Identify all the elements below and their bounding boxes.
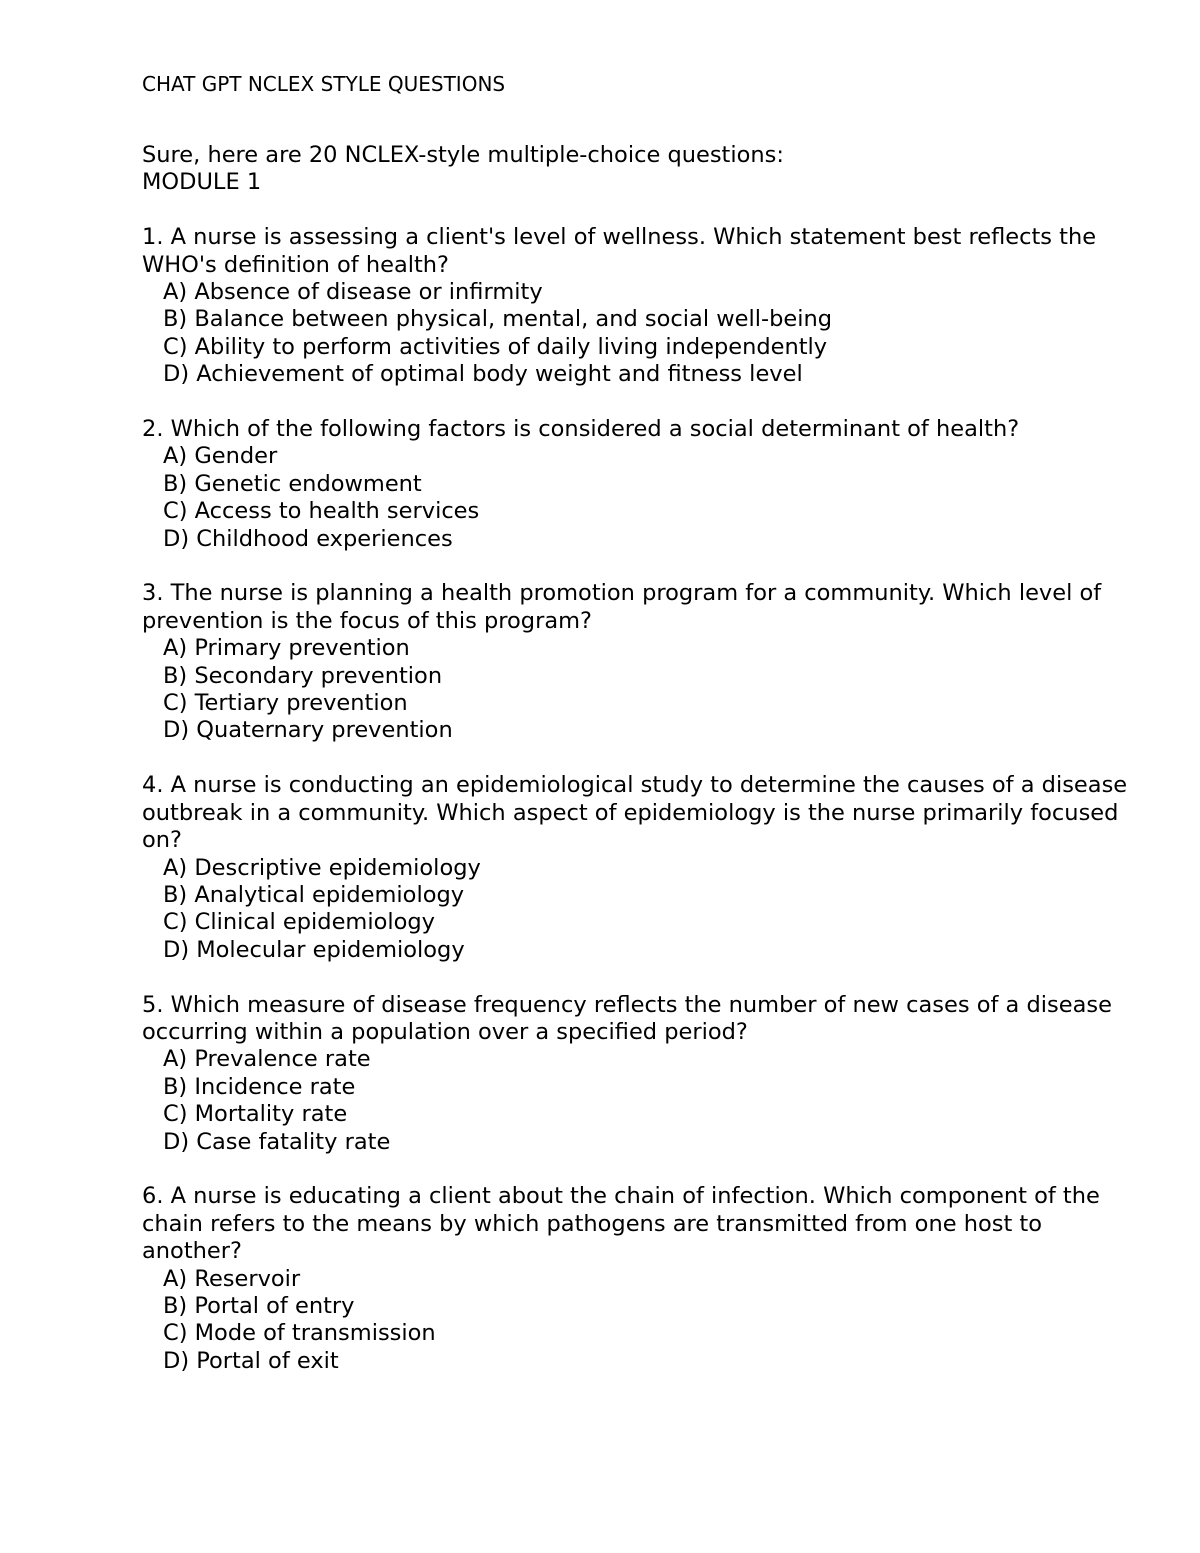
question-stem: 3. The nurse is planning a health promotion program for a community. Which level of prevention is the focus of this program?: [142, 580, 1102, 634]
answer-options: [142, 443, 1142, 553]
answer-option-c: C) Access to health services: [163, 498, 480, 525]
question-2: [142, 416, 1142, 553]
answer-option-c: C) Tertiary prevention: [163, 690, 408, 717]
answer-option-d: D) Portal of exit: [163, 1347, 339, 1374]
answer-option-d: D) Case fatality rate: [163, 1128, 391, 1155]
answer-option-c: C) Clinical epidemiology: [163, 909, 435, 936]
answer-options: [142, 855, 1142, 965]
answer-option-c: C) Mode of transmission: [163, 1320, 436, 1347]
question-4: [142, 772, 1142, 964]
answer-option-b: B) Incidence rate: [163, 1073, 356, 1100]
answer-options: [142, 635, 1142, 745]
answer-option-b: B) Analytical epidemiology: [163, 881, 465, 908]
document-title: CHAT GPT NCLEX STYLE QUESTIONS: [142, 72, 506, 96]
answer-option-a: A) Descriptive epidemiology: [163, 854, 481, 881]
answer-options: [142, 1266, 1142, 1376]
answer-option-d: D) Achievement of optimal body weight and fitness level: [163, 361, 803, 388]
question-stem: 6. A nurse is educating a client about the chain of infection. Which component of the chain refers to the means by which pathogens are transmitted from one host to another?: [142, 1183, 1100, 1265]
question-5: [142, 992, 1142, 1156]
answer-option-a: A) Gender: [163, 443, 278, 470]
answer-option-c: C) Mortality rate: [163, 1101, 348, 1128]
answer-option-d: D) Childhood experiences: [163, 525, 453, 552]
intro-text: Sure, here are 20 NCLEX-style multiple-choice questions:: [142, 142, 784, 168]
answer-option-b: B) Portal of entry: [163, 1292, 355, 1319]
answer-option-a: A) Absence of disease or infirmity: [163, 279, 543, 306]
answer-option-b: B) Secondary prevention: [163, 662, 443, 689]
question-1: [142, 224, 1142, 388]
question-stem: 4. A nurse is conducting an epidemiological study to determine the causes of a disease outbreak in a community. Which aspect of epidemiology is the nurse primarily focused on?: [142, 772, 1128, 854]
question-stem: 5. Which measure of disease frequency reflects the number of new cases of a disease occurring within a population over a specified period?: [142, 991, 1112, 1045]
module-heading: MODULE 1: [142, 169, 262, 196]
question-6: [142, 1183, 1142, 1375]
answer-options: [142, 1046, 1142, 1156]
answer-option-b: B) Balance between physical, mental, and social well-being: [163, 306, 833, 333]
answer-option-a: A) Primary prevention: [163, 635, 410, 662]
question-stem: 1. A nurse is assessing a client's level of wellness. Which statement best reflects the WHO's definition of health?: [142, 224, 1097, 278]
answer-option-a: A) Reservoir: [163, 1265, 301, 1292]
answer-options: [142, 279, 1142, 389]
answer-option-a: A) Prevalence rate: [163, 1046, 371, 1073]
answer-option-d: D) Molecular epidemiology: [163, 936, 465, 963]
answer-option-c: C) Ability to perform activities of daily living independently: [163, 333, 828, 360]
answer-option-d: D) Quaternary prevention: [163, 717, 453, 744]
answer-option-b: B) Genetic endowment: [163, 470, 422, 497]
question-3: [142, 580, 1142, 744]
document-body: [142, 142, 1142, 1375]
question-stem: 2. Which of the following factors is considered a social determinant of health?: [142, 416, 1020, 443]
